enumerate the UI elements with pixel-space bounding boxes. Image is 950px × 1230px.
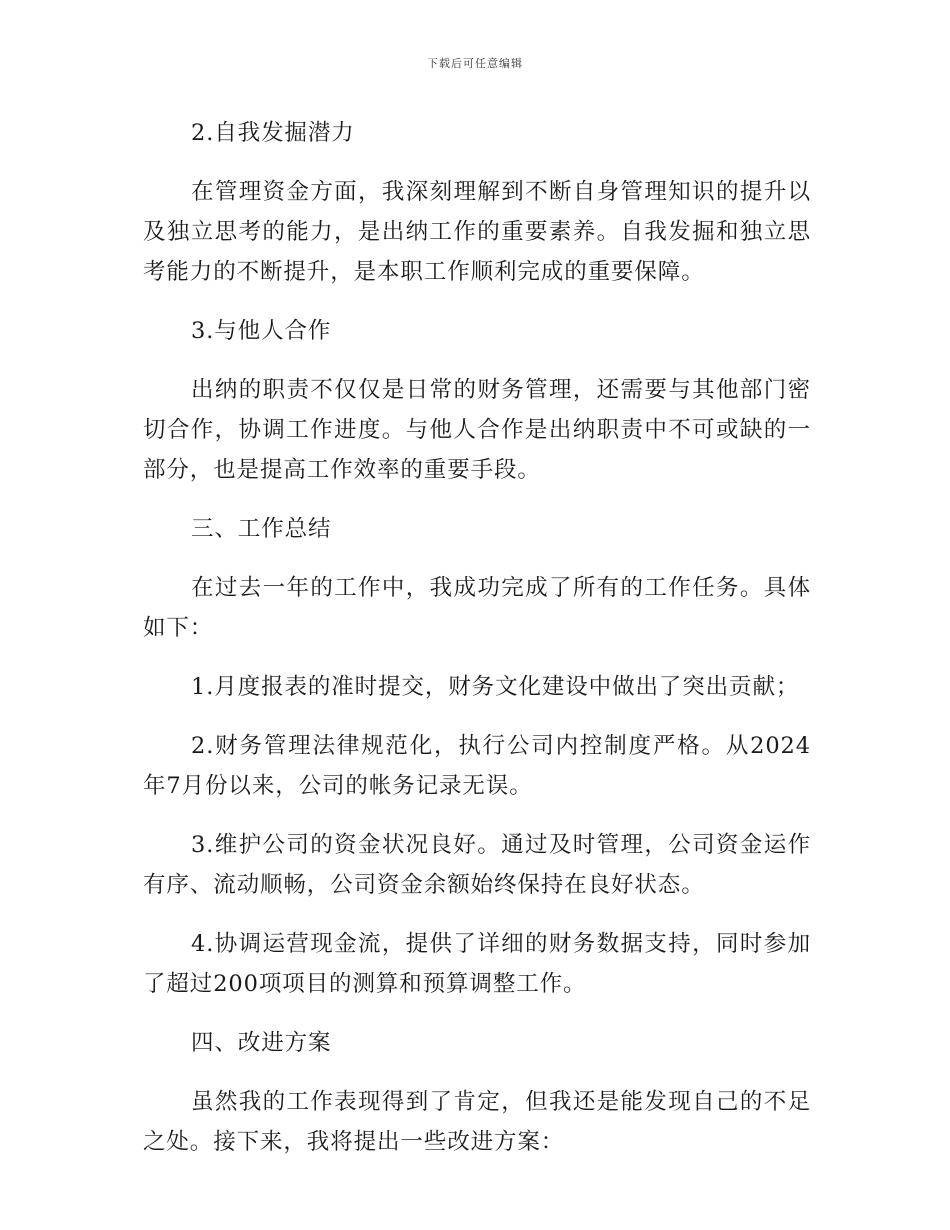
section-heading-cooperation: 3.与他人合作 [191, 318, 332, 344]
section-heading-work-summary: 三、工作总结 [191, 516, 332, 542]
list-item-legal-compliance: 2.财务管理法律规范化，执行公司内控制度严格。从2024年7月份以来，公司的帐务记录无误。 [143, 733, 811, 799]
list-item-monthly-report: 1.月度报表的准时提交，财务文化建设中做出了突出贡献； [191, 674, 800, 700]
paragraph-improvement-intro: 虽然我的工作表现得到了肯定，但我还是能发现自己的不足之处。接下来，我将提出一些改进方案： [143, 1089, 811, 1155]
paragraph-fund-management: 在管理资金方面，我深刻理解到不断自身管理知识的提升以及独立思考的能力，是出纳工作的重要素养。自我发掘和独立思考能力的不断提升，是本职工作顺利完成的重要保障。 [143, 179, 811, 285]
section-heading-self-potential: 2.自我发掘潜力 [191, 120, 355, 146]
section-heading-improvement: 四、改进方案 [191, 1030, 332, 1056]
document-body [143, 113, 811, 1181]
page-header: 下载后可任意编辑 [427, 57, 523, 70]
list-item-fund-status: 3.维护公司的资金状况良好。通过及时管理，公司资金运作有序、流动顺畅，公司资金余额始终保持在良好状态。 [143, 832, 811, 898]
paragraph-cooperation: 出纳的职责不仅仅是日常的财务管理，还需要与其他部门密切合作，协调工作进度。与他人合作是出纳职责中不可或缺的一部分，也是提高工作效率的重要手段。 [143, 377, 811, 483]
paragraph-summary-intro: 在过去一年的工作中，我成功完成了所有的工作任务。具体如下： [143, 575, 811, 641]
list-item-cash-flow: 4.协调运营现金流，提供了详细的财务数据支持，同时参加了超过200项项目的测算和预算调整工作。 [143, 931, 811, 997]
